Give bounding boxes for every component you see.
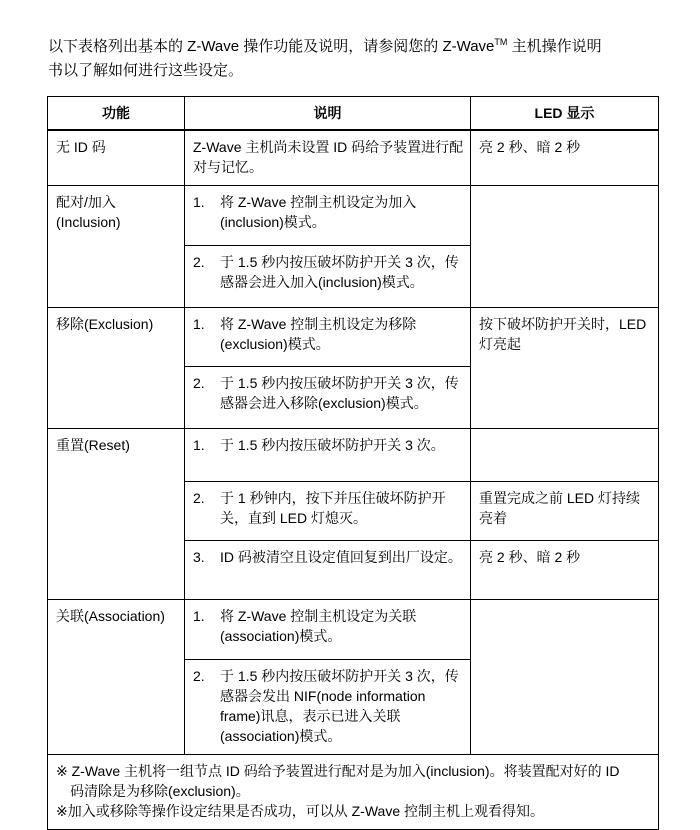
header-led: LED 显示 xyxy=(471,97,659,131)
desc-no-id: Z-Wave 主机尚未设置 ID 码给予装置进行配对与记忆。 xyxy=(185,130,471,186)
led-reset-1 xyxy=(471,429,659,482)
function-association: 关联(Association) xyxy=(48,600,185,755)
zwave-operations-table xyxy=(47,96,659,830)
trademark-mark: TM xyxy=(494,37,508,47)
step-number: 2. xyxy=(193,668,205,684)
table-row xyxy=(48,755,659,830)
intro-line2: 书以了解如何进行这些设定。 xyxy=(48,62,244,79)
step-text: 于 1.5 秒内按压破坏防护开关 3 次，传感器会进入加入(inclusion)模式。 xyxy=(220,254,459,290)
led-inclusion xyxy=(471,186,659,308)
function-inclusion: 配对/加入 (Inclusion) xyxy=(48,186,185,308)
led-reset-3: 亮 2 秒、暗 2 秒 xyxy=(471,541,659,600)
reset-step-3 xyxy=(185,541,471,600)
step-text: 于 1.5 秒内按压破坏防护开关 3 次，传感器会发出 NIF(node information frame)讯息，表示已进入关联(association)模式。 xyxy=(220,668,459,744)
table-row xyxy=(48,186,659,246)
header-function: 功能 xyxy=(48,97,185,131)
reset-step-2 xyxy=(185,482,471,541)
function-no-id: 无 ID 码 xyxy=(48,130,185,186)
intro-paragraph xyxy=(48,30,668,83)
inclusion-step-2 xyxy=(185,246,471,308)
association-step-2 xyxy=(185,660,471,755)
led-no-id: 亮 2 秒、暗 2 秒 xyxy=(471,130,659,186)
note-1: ※ Z-Wave 主机将一组节点 ID 码给予装置进行配对是为加入(inclusion)。将装置配对好的 ID xyxy=(56,763,620,779)
table-row xyxy=(48,429,659,482)
led-reset-2: 重置完成之前 LED 灯持续亮着 xyxy=(471,482,659,541)
function-exclusion: 移除(Exclusion) xyxy=(48,308,185,429)
led-association xyxy=(471,600,659,755)
step-text: 将 Z-Wave 控制主机设定为加入(inclusion)模式。 xyxy=(220,194,417,230)
step-number: 1. xyxy=(193,194,205,210)
step-text: 将 Z-Wave 控制主机设定为移除(exclusion)模式。 xyxy=(220,316,417,352)
step-number: 1. xyxy=(193,437,205,453)
table-header-row xyxy=(48,97,659,131)
step-text: 将 Z-Wave 控制主机设定为关联(association)模式。 xyxy=(220,608,417,644)
table-row xyxy=(48,130,659,186)
association-step-1 xyxy=(185,600,471,660)
note-1-continued: 码清除是为移除(exclusion)。 xyxy=(70,783,250,799)
step-text: 于 1 秒钟内，按下并压住破坏防护开关，直到 LED 灯熄灭。 xyxy=(220,490,446,526)
led-exclusion: 按下破坏防护开关时，LED 灯亮起 xyxy=(471,308,659,429)
exclusion-step-2 xyxy=(185,367,471,429)
step-number: 2. xyxy=(193,254,205,270)
exclusion-step-1 xyxy=(185,308,471,367)
table-row xyxy=(48,308,659,367)
step-number: 1. xyxy=(193,608,205,624)
step-number: 2. xyxy=(193,490,205,506)
intro-line1-part1: 以下表格列出基本的 Z-Wave 操作功能及说明，请参阅您的 Z-Wave xyxy=(48,38,495,55)
step-number: 1. xyxy=(193,316,205,332)
step-number: 2. xyxy=(193,375,205,391)
inclusion-step-1 xyxy=(185,186,471,246)
table-row xyxy=(48,600,659,660)
header-description: 说明 xyxy=(185,97,471,131)
step-text: ID 码被清空且设定值回复到出厂设定。 xyxy=(220,549,462,565)
reset-step-1 xyxy=(185,429,471,482)
note-2: ※加入或移除等操作设定结果是否成功，可以从 Z-Wave 控制主机上观看得知。 xyxy=(56,803,544,819)
function-reset: 重置(Reset) xyxy=(48,429,185,600)
step-number: 3. xyxy=(193,549,205,565)
intro-line1-part2: 主机操作说明 xyxy=(507,38,602,55)
notes-cell xyxy=(48,755,659,830)
step-text: 于 1.5 秒内按压破坏防护开关 3 次，传感器会进入移除(exclusion)模式。 xyxy=(220,375,459,411)
step-text: 于 1.5 秒内按压破坏防护开关 3 次。 xyxy=(220,437,445,453)
